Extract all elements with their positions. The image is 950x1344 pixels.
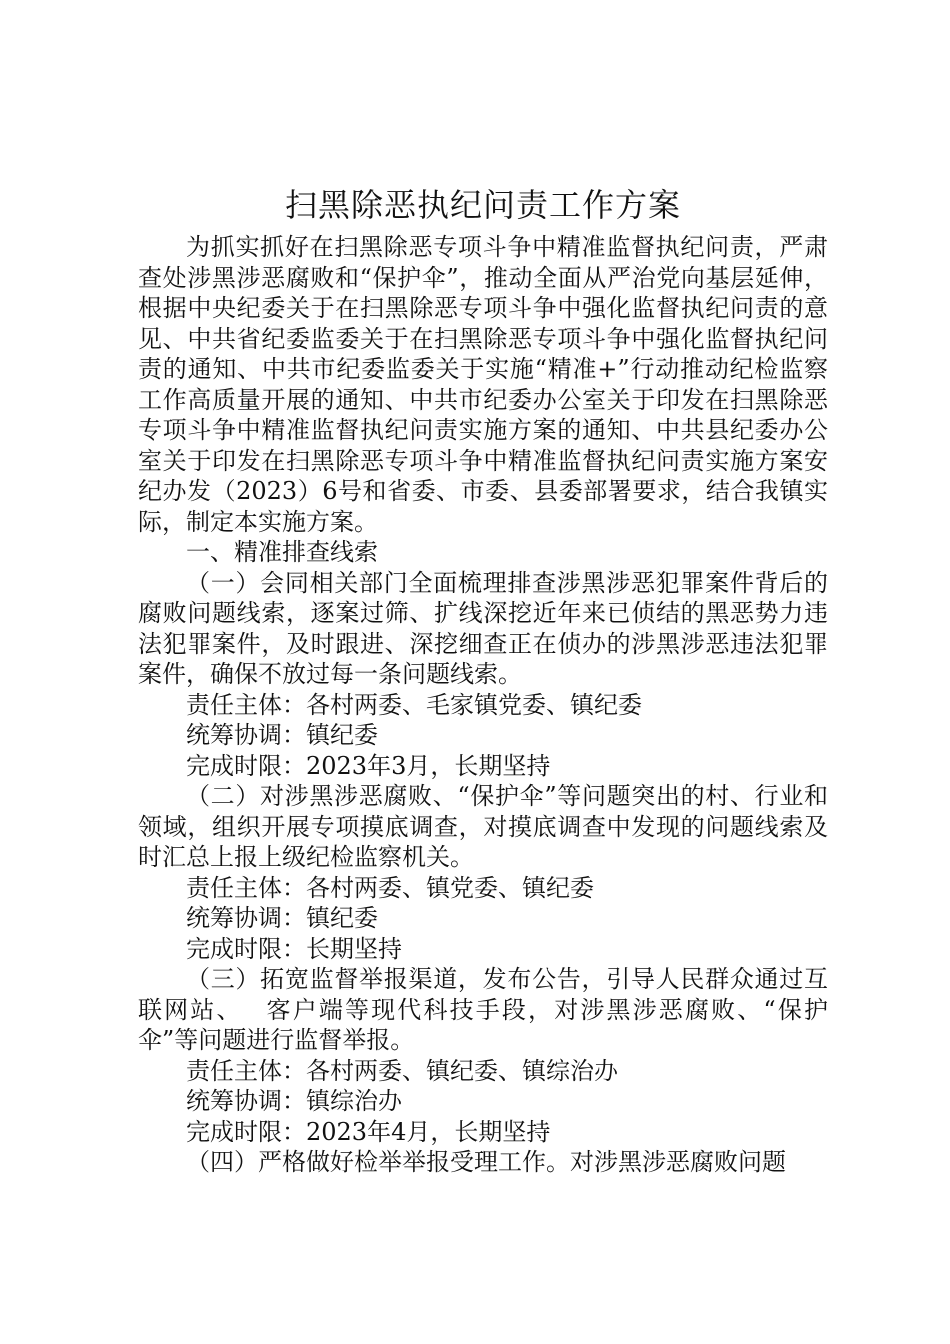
item-2-deadline: 完成时限：长期坚持 (186, 934, 402, 963)
item-2-paragraph: （二）对涉黑涉恶腐败、“保护伞”等问题突出的村、行业和领域，组织开展专项摸底调查，对摸底调查中发现的问题线索及时汇总上报上级纪检监察机关。 (138, 782, 828, 871)
document-title: 扫黑除恶执纪问责工作方案 (284, 186, 681, 224)
item-2-responsible: 责任主体：各村两委、镇党委、镇纪委 (186, 873, 594, 902)
item-3-coordination: 统筹协调：镇综治办 (186, 1087, 402, 1115)
item-2-coordination: 统筹协调：镇纪委 (186, 904, 378, 932)
item-4-paragraph: （四）严格做好检举举报受理工作。对涉黑涉恶腐败问题 (186, 1148, 786, 1176)
intro-paragraph: 为抓实抓好在扫黑除恶专项斗争中精准监督执纪问责，严肃查处涉黑涉恶腐败和“保护伞”，推动全面从严治党向基层延伸，根据中央纪委关于在扫黑除恶专项斗争中强化监督执纪问责的意见、中共省纪委监委关于在扫黑除恶专项斗争中强化监督执纪问责的通知、中共市纪委监委关于实施“精准+”行动推动纪检监察工作高质量开展的通知、中共市纪委办公室关于印发在扫黑除恶专项斗争中精准监督执纪问责实施方案的通知、中共县纪委办公室关于印发在扫黑除恶专项斗争中精准监督执纪问责实施方案安纪办发（2023）6号和省委、市委、县委部署要求，结合我镇实际，制定本实施方案。 (138, 233, 828, 536)
item-1-paragraph: （一）会同相关部门全面梳理排查涉黑涉恶犯罪案件背后的腐败问题线索，逐案过筛、扩线深挖近年来已侦结的黑恶势力违法犯罪案件，及时跟进、深挖细查正在侦办的涉黑涉恶违法犯罪案件，确保不放过每一条问题线索。 (138, 568, 828, 688)
item-1-responsible: 责任主体：各村两委、毛家镇党委、镇纪委 (186, 690, 642, 719)
item-3-responsible: 责任主体：各村两委、镇纪委、镇综治办 (186, 1056, 618, 1085)
section-heading-1: 一、精准排查线索 (186, 538, 378, 566)
item-1-coordination: 统筹协调：镇纪委 (186, 721, 378, 749)
item-3-paragraph: （三）拓宽监督举报渠道，发布公告，引导人民群众通过互联网站、 客户端等现代科技手段，对涉黑涉恶腐败、“保护伞”等问题进行监督举报。 (138, 965, 828, 1054)
document-page (138, 180, 828, 1178)
item-1-deadline: 完成时限：2023年3月，长期坚持 (186, 751, 551, 780)
item-3-deadline: 完成时限：2023年4月，长期坚持 (186, 1117, 551, 1146)
